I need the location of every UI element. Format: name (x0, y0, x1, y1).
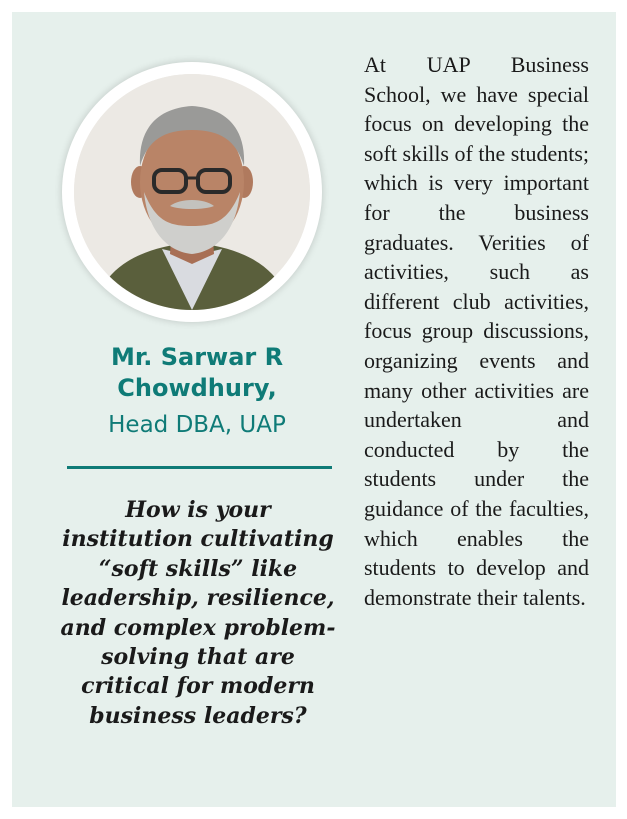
section-divider (67, 466, 332, 469)
interview-answer: At UAP Business School, we have special focus on developing the soft skills of the students; which is very important for the business graduates. Verities of activities, such as different club activities, focus group discussions, organizing events and many other activities are undertaken and conducted by the students under the guidance of the faculties, which enables the students to develop and demonstrate their talents. (364, 52, 589, 610)
interview-question: How is your institution cultivating “soft skills” like leadership, resilience, and complex problem-solving that are critical for modern business leaders? (60, 497, 336, 729)
portrait-frame (62, 62, 322, 322)
interview-card (12, 12, 616, 807)
portrait-photo (74, 74, 310, 310)
person-role: Head DBA, UAP (108, 412, 286, 438)
person-photo-icon (74, 74, 310, 310)
person-name: Mr. Sarwar R Chowdhury, (110, 343, 284, 402)
